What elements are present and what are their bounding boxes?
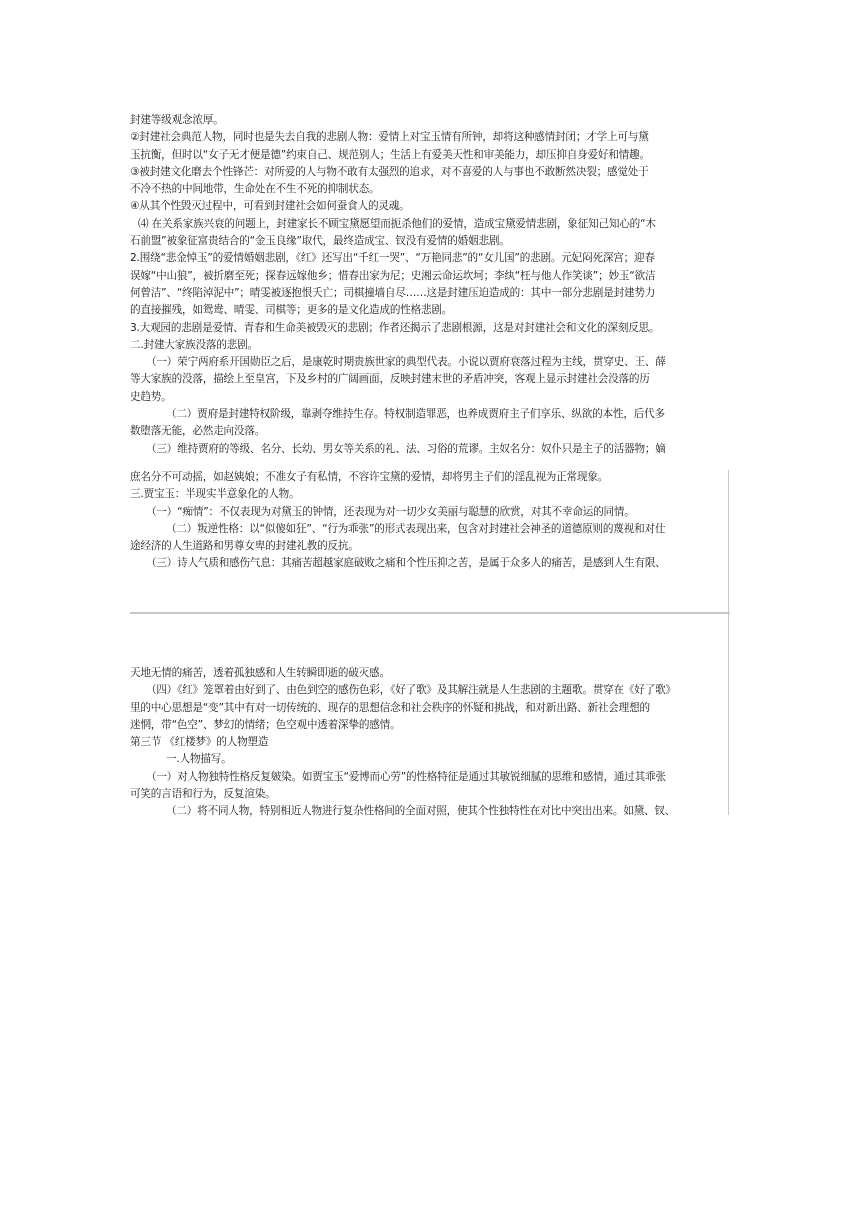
frame-divider (130, 612, 730, 614)
text-line: （三）诗人气质和感伤气息：其痛苦超越家庭破败之痛和个性压抑之苦，是属于众多人的痛苦，是感到人生有限、 (146, 557, 666, 570)
text-line: ④从其个性毁灭过程中，可看到封建社会如何蚕食人的灵魂。 (130, 200, 410, 213)
text-line: （四）《红》笼罩着由好到了、由色到空的感伤色彩，《好了歌》及其解注就是人生悲剧的主题歌。贯穿在《好了歌》 (146, 684, 676, 697)
text-line: 里的中心思想是“变”其中有对一切传统的、现存的思想信念和社会秩序的怀疑和挑战，和对新出路、新社会理想的 (130, 701, 650, 714)
text-line: 等大家族的没落，描绘上至皇宫，下及乡村的广阔画面，反映封建末世的矛盾冲突，客观上显示封建社会没落的历 (130, 373, 650, 386)
text-line: （一）荣宁两府系开国勋臣之后，是康乾时期贵族世家的典型代表。小说以贾府衰落过程为主线，贯穿史、王、薛 (146, 356, 666, 369)
text-line: 不冷不热的中间地带，生命处在不生不死的抑制状态。 (130, 183, 380, 196)
text-line: 的直接摧残，如鸳鸯、晴雯、司棋等；更多的是文化造成的性格悲剧。 (130, 304, 453, 317)
text-line: 封建等级观念浓厚。 (130, 114, 224, 126)
text-line: 途经济的人生道路和男尊女卑的封建礼教的反抗。 (130, 540, 359, 553)
text-block-2 (130, 469, 730, 573)
section-heading: 二.封建大家族没落的悲剧。 (130, 338, 258, 351)
text-line: 一.人物描写。 (166, 753, 232, 766)
text-line: 2.围绕“悲金悼玉”的爱情婚姻悲剧，《红》还写出“千红一哭”、“万艳同悲”的“女儿国”的悲剧。元妃闷死深宫；迎春 (130, 252, 655, 265)
text-line: 数堕落无能，必然走向没落。 (130, 425, 266, 438)
text-line: 天地无情的痛苦，透着孤独感和人生转瞬即逝的破灭感。 (130, 667, 390, 679)
text-line: 可笑的言语和行为，反复渲染。 (130, 788, 276, 801)
text-line: 庶名分不可动摇，如赵姨娘；不准女子有私情，不容许宝黛的爱情，却将男主子们的淫乱视为正常现象。 (130, 471, 609, 483)
text-line: （二）贾府是封建特权阶级，靠剥夺维持生存。特权制造罪恶，也养成贾府主子们享乐、纵欲的本性，后代多 (166, 408, 665, 421)
text-line: （二）将不同人物，特别相近人物进行复杂性格间的全面对照，使其个性独特性在对比中突出出来。如黛、钗、 (166, 805, 676, 818)
text-line: 迷惘，带“色空”、梦幻的情绪；色空观中透着深挚的感情。 (130, 718, 401, 731)
section-heading: 第三节 《红楼梦》的人物塑造 (130, 736, 269, 749)
text-line: （一）对人物独特性格反复皴染。如贾宝玉“爱博而心劳”的性格特征是通过其敏锐细腻的思维和感情，通过其乖张 (146, 770, 666, 783)
section-heading: 三.贾宝玉：半现实半意象化的人物。 (130, 488, 300, 501)
text-line: （二）叛逆性格：以“似傻如狂”、“行为乖张”的形式表现出来，包含对封建社会神圣的道德原则的蔑视和对仕 (166, 522, 666, 535)
text-line: （三）维持贾府的等级、名分、长幼、男女等关系的礼、法、习俗的荒谬。主奴名分：奴仆只是主子的活器物；嫡 (146, 442, 666, 455)
text-line: 玉抗衡，但时以“女子无才便是德”约束自己、规范别人；生活上有爱美天性和审美能力，却压抑自身爱好和情趣。 (130, 148, 650, 161)
text-line: 误嫁“中山狼”，被折磨至死；探春远嫁他乡；惜春出家为尼；史湘云命运坎坷；李纨“枉与他人作笑谈”；妙玉“欲洁 (130, 269, 656, 282)
text-line: 石前盟”被象征富贵结合的“金玉良缘”取代，最终造成宝、钗没有爱情的婚姻悲剧。 (130, 235, 510, 248)
text-block-3 (130, 665, 730, 821)
text-line: 何曾洁”、“终陷淖泥中”；晴雯被逐抱恨夭亡；司棋撞墙自尽……这是封建压迫造成的：其中一部分悲剧是封建势力 (130, 286, 656, 299)
text-line: 史趋势。 (130, 390, 172, 403)
text-line: （一）“痴情”：不仅表现为对黛玉的钟情，还表现为对一切少女美丽与聪慧的欣赏，对其不幸命运的同情。 (146, 505, 635, 518)
text-line: 3.大观园的悲剧是爱情、青春和生命美被毁灭的悲剧；作者还揭示了悲剧根源，这是对封建社会和文化的深刻反思。 (130, 321, 660, 334)
text-line: ③被封建文化磨去个性锋芒：对所爱的人与物不敢有太强烈的追求，对不喜爱的人与事也不敢断然决裂；感觉处于 (130, 165, 649, 178)
text-block-1 (130, 112, 720, 458)
text-line: ⑷ 在关系家族兴衰的问题上，封建家长不顾宝黛愿望而扼杀他们的爱情，造成宝黛爱情悲剧，象征知己知心的“木 (138, 217, 656, 230)
text-line: ②封建社会典范人物，同时也是失去自我的悲剧人物：爱情上对宝玉情有所钟，却将这种感情封闭；才学上可与黛 (130, 131, 649, 144)
